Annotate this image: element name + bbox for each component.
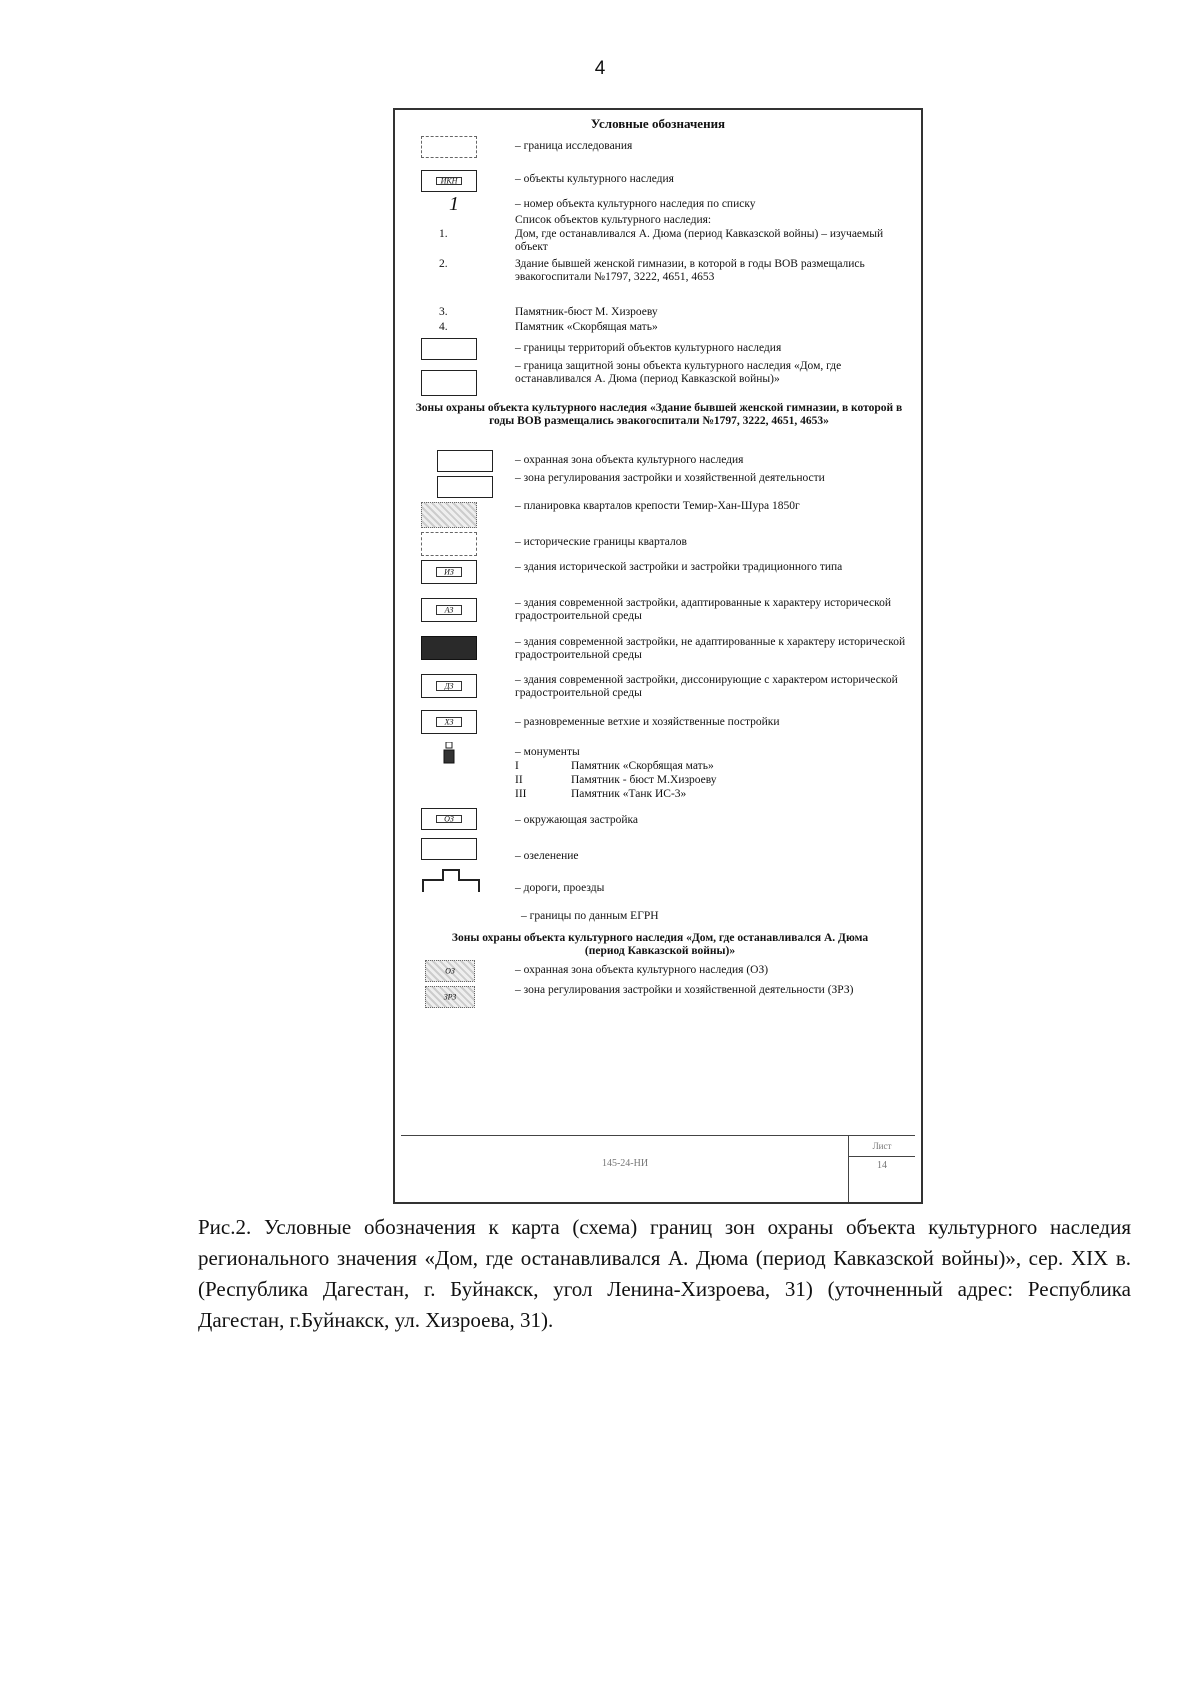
monument-text: Памятник «Скорбящая мать» [571, 760, 714, 772]
heritage-object-symbol: ИКН [421, 170, 477, 192]
road-icon [421, 868, 481, 894]
legend-row: – здания исторической застройки и застройки традиционного типа [515, 561, 843, 573]
security-zone-symbol [437, 450, 493, 472]
list-item: 3. [439, 306, 448, 318]
monument-num: III [515, 788, 527, 800]
outbuildings-symbol: ХЗ [421, 710, 477, 734]
legend-row: – граница защитной зоны объекта культурного наследия «Дом, где останавливался А. Дюма (период Кавказской войны)» [515, 360, 842, 385]
legend-row: – монументы [515, 746, 580, 758]
list-item-text: Памятник-бюст М. Хизроеву [515, 306, 658, 318]
legend-row: – охранная зона объекта культурного наследия (ОЗ) [515, 964, 769, 976]
legend-row: – границы территорий объектов культурного наследия [515, 342, 782, 354]
greenery-symbol [421, 838, 477, 860]
monument-icon [443, 742, 455, 764]
heritage-list-title: Список объектов культурного наследия: [515, 214, 712, 226]
regulation-zone-symbol [437, 476, 493, 498]
protective-zone-symbol [421, 370, 477, 396]
legend-row: – зона регулирования застройки и хозяйственной деятельности (ЗРЗ) [515, 984, 854, 996]
territory-boundary-symbol [421, 338, 477, 360]
list-item-text: Здание бывшей женской гимназии, в которой в годы ВОВ размещались эвакогоспитали №1797, 3222, 4651, 4653 [515, 258, 865, 283]
legend-title: Условные обозначения [590, 116, 726, 131]
legend-row: – планировка кварталов крепости Темир-Хан-Шура 1850г [515, 500, 800, 512]
study-boundary-symbol [421, 136, 477, 158]
historic-blocks-symbol [421, 532, 477, 556]
legend-row: – здания современной застройки, адаптированные к характеру исторической градостроительной среды [515, 597, 891, 622]
monument-num: I [515, 760, 519, 772]
legend-row: – граница исследования [515, 140, 633, 152]
zones-heading-2: Зоны охраны объекта культурного наследия «Дом, где останавливался А. Дюма (период Кавказской войны)» [451, 932, 869, 957]
list-item: 2. [439, 258, 448, 270]
zrz-zone-symbol: ЗРЗ [425, 986, 475, 1008]
dissonant-buildings-symbol: ДЗ [421, 674, 477, 698]
sheet-box [848, 1136, 915, 1202]
legend-row: – дороги, проезды [515, 882, 605, 894]
non-adapted-buildings-symbol [421, 636, 477, 660]
legend-row: – номер объекта культурного наследия по списку [515, 198, 756, 210]
oz-zone-symbol: ОЗ [425, 960, 475, 982]
historic-buildings-symbol: ИЗ [421, 560, 477, 584]
legend-row: – охранная зона объекта культурного наследия [515, 454, 744, 466]
zones-heading-1: Зоны охраны объекта культурного наследия «Здание бывшей женской гимназии, в которой в годы ВОВ размещались эвакогоспитали №1797, 3222, 4651, 4653» [415, 402, 903, 427]
sheet-label: Лист [849, 1136, 915, 1157]
legend-row: – зона регулирования застройки и хозяйственной деятельности [515, 472, 825, 484]
document-code: 145-24-НИ [601, 1158, 649, 1169]
legend-row: – здания современной застройки, не адаптированные к характеру исторической градостроительной среды [515, 636, 906, 661]
list-item-text: Дом, где останавливался А. Дюма (период Кавказской войны) – изучаемый объект [515, 228, 884, 253]
legend-row: – границы по данным ЕГРН [521, 910, 659, 922]
surrounding-buildings-symbol: ОЗ [421, 808, 477, 830]
legend-row: – исторические границы кварталов [515, 536, 687, 548]
legend-row: – разновременные ветхие и хозяйственные постройки [515, 716, 780, 728]
adapted-buildings-symbol: АЗ [421, 598, 477, 622]
list-item: 4. [439, 321, 448, 333]
monument-text: Памятник «Танк ИС-3» [571, 788, 687, 800]
legend-row: – объекты культурного наследия [515, 173, 674, 185]
title-block [401, 1135, 915, 1204]
legend-panel [393, 108, 923, 1204]
legend-row: – окружающая застройка [515, 814, 639, 826]
figure-caption: Рис.2. Условные обозначения к карта (схема) границ зон охраны объекта культурного наследия регионального значения «Дом, где останавливался А. Дюма (период Кавказской войны)», сер. XIX в. (Республика Дагестан, г. Буйнакск, угол Ленина-Хизроева, 31) (уточненный адрес: Республика Дагестан, г.Буйнакск, ул. Хизроева, 31). [198, 1215, 1131, 1332]
list-item-text: Памятник «Скорбящая мать» [515, 321, 658, 333]
object-number-symbol: 1 [449, 193, 459, 215]
monument-text: Памятник - бюст М.Хизроеву [571, 774, 717, 786]
list-item: 1. [439, 228, 448, 240]
legend-row: – здания современной застройки, диссонирующие с характером исторической градостроительной среды [515, 674, 898, 699]
monument-num: II [515, 774, 523, 786]
fortress-plan-symbol [421, 502, 477, 528]
page-number: 4 [594, 58, 606, 79]
legend-row: – озеленение [515, 850, 579, 862]
sheet-number: 14 [877, 1160, 887, 1171]
